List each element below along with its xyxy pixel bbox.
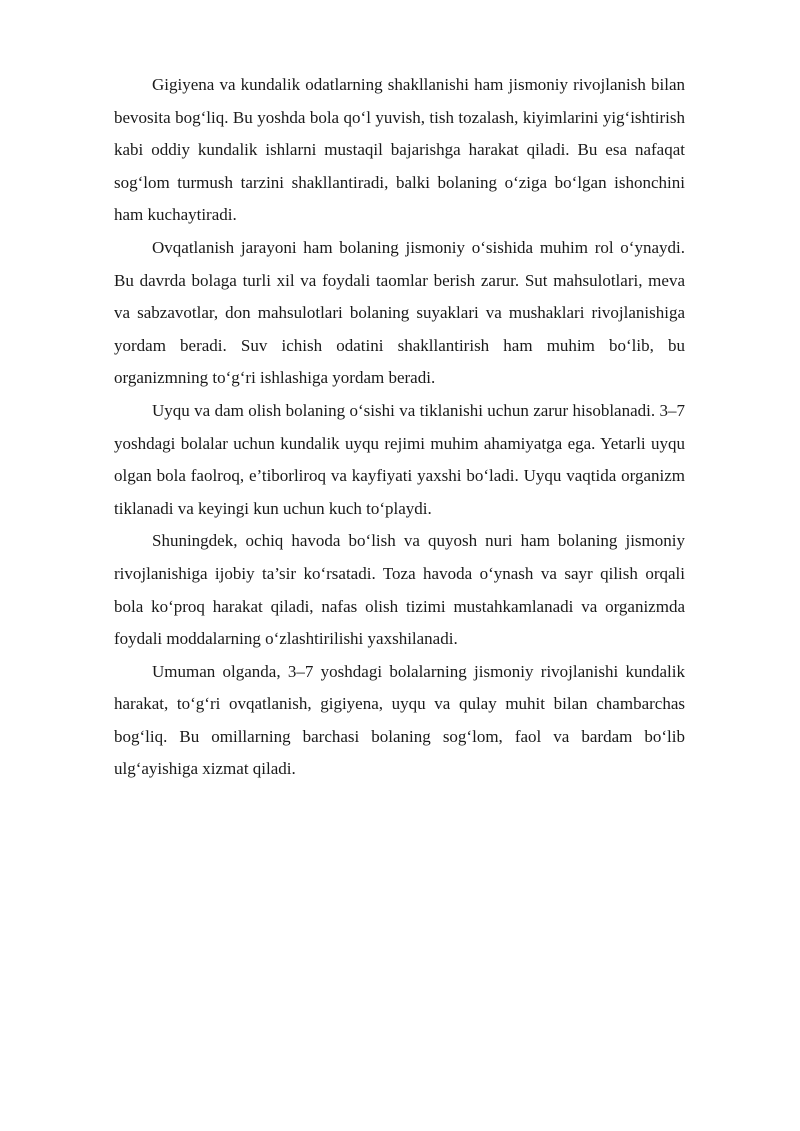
paragraph-conclusion: Umuman olganda, 3–7 yoshdagi bolalarning jismoniy rivojlanishi kundalik harakat, to‘g‘ri ovqatlanish, gigiyena, uyqu va qulay muhit bilan chambarchas bog‘liq. Bu omillarning barchasi bolaning sog‘lom, faol va bardam bo‘lib ulg‘ayishiga xizmat qiladi.: [114, 661, 685, 779]
paragraph-sleep: Uyqu va dam olish bolaning o‘sishi va tiklanishi uchun zarur hisoblanadi. 3–7 yoshdagi bolalar uchun kundalik uyqu rejimi muhim ahamiyatga ega. Yetarli uyqu olgan bola faolroq, e’tiborliroq va kayfiyati yaxshi bo‘ladi. Uyqu vaqtida organizm tiklanadi va keyingi kun uchun kuch to‘playdi.: [114, 400, 685, 518]
paragraph-fresh-air: Shuningdek, ochiq havoda bo‘lish va quyosh nuri ham bolaning jismoniy rivojlanishiga ijobiy ta’sir ko‘rsatadi. Toza havoda o‘ynash va sayr qilish orqali bola ko‘proq harakat qiladi, nafas olish tizimi mustahkamlanadi va organizmda foydali moddalarning o‘zlashtirilishi yaxshilanadi.: [114, 531, 685, 649]
paragraph-hygiene: Gigiyena va kundalik odatlarning shakllanishi ham jismoniy rivojlanish bilan bevosita bog‘liq. Bu yoshda bola qo‘l yuvish, tish tozalash, kiyimlarini yig‘ishtirish kabi oddiy kundalik ishlarni mustaqil bajarishga harakat qiladi. Bu esa nafaqat sog‘lom turmush tarzini shakllantiradi, balki bolaning o‘ziga bo‘lgan ishonchini ham kuchaytiradi.: [114, 75, 685, 225]
body-text: [114, 69, 685, 786]
paragraph-nutrition: Ovqatlanish jarayoni ham bolaning jismoniy o‘sishida muhim rol o‘ynaydi. Bu davrda bolaga turli xil va foydali taomlar berish zarur. Sut mahsulotlari, meva va sabzavotlar, don mahsulotlari bolaning suyaklari va mushaklari rivojlanishiga yordam beradi. Suv ichish odatini shakllantirish ham muhim bo‘lib, bu organizmning to‘g‘ri ishlashiga yordam beradi.: [114, 237, 685, 388]
